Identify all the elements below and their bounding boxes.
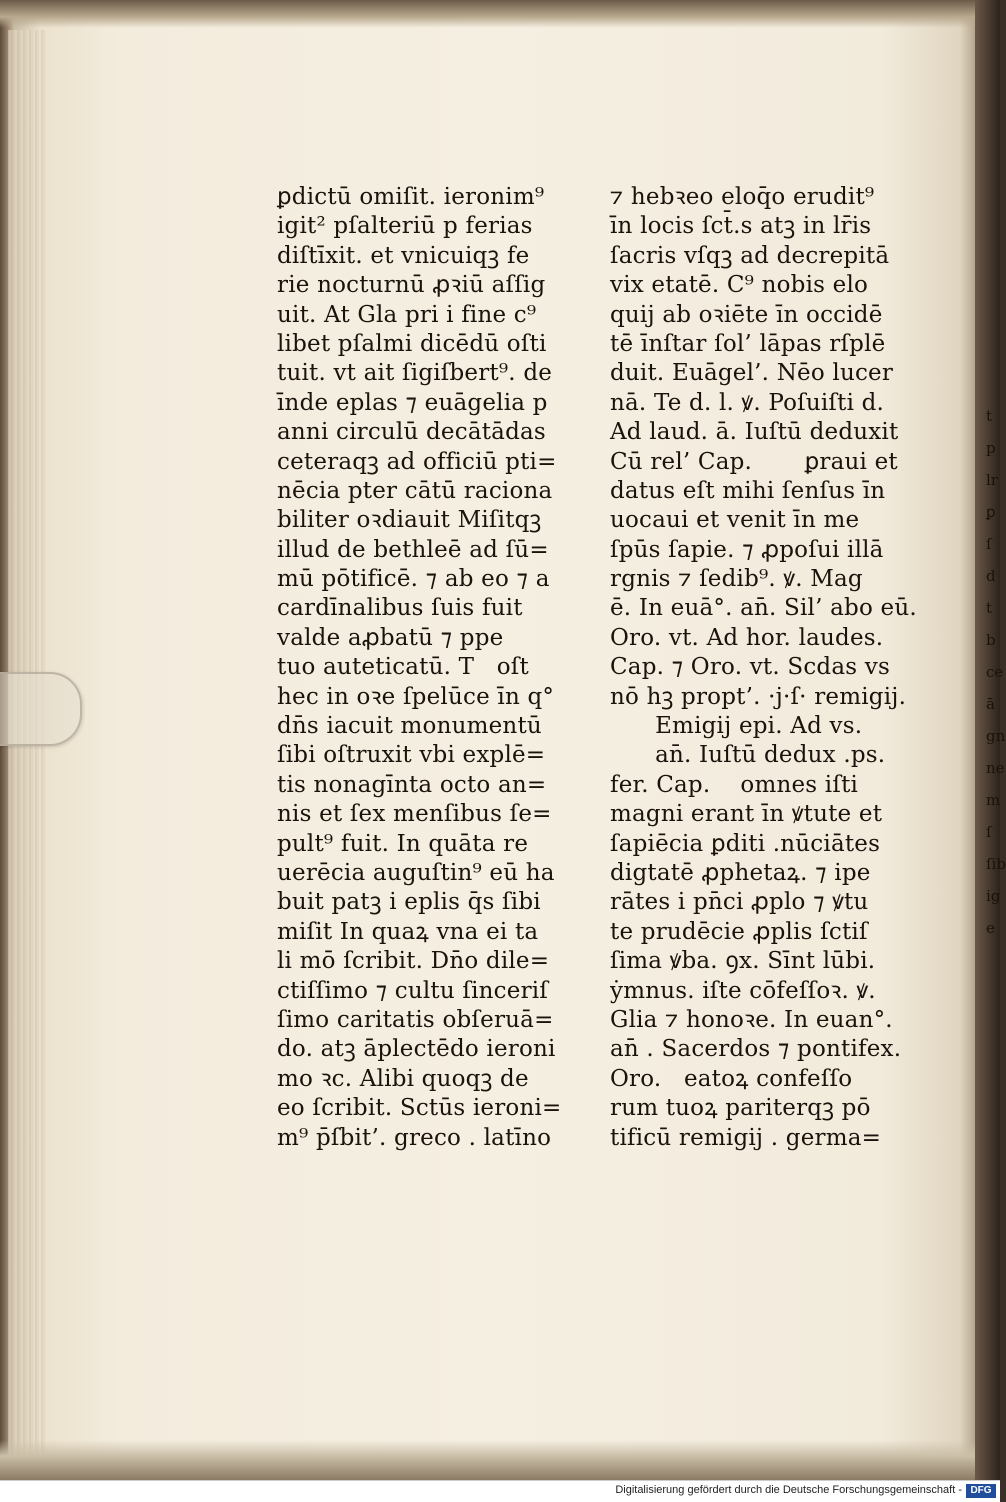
dfg-logo: DFG bbox=[966, 1484, 996, 1498]
next-page-fragment: ne bbox=[986, 759, 1005, 777]
text-line: ꝑdictū omiſit. ieronim⁹ bbox=[277, 184, 545, 210]
text-line: li mō ſcribit. Dn̄o dile= bbox=[277, 948, 550, 975]
text-line: Cū rel’ Cap. ꝑraui et bbox=[610, 448, 898, 475]
next-page-fragment: ā bbox=[986, 695, 995, 713]
text-line: duit. Euāgel’. Nēo lucer bbox=[610, 360, 894, 387]
page-top-edge bbox=[0, 0, 1000, 28]
next-page-fragment: t bbox=[986, 407, 993, 425]
text-line: eo ſcribit. Sctūs ieroni= bbox=[277, 1095, 562, 1122]
text-line: uocaui et venit īn me bbox=[610, 507, 860, 534]
text-line: anni circulū decātādas bbox=[277, 419, 546, 446]
text-line: Emigij epi. Ad vs. bbox=[610, 713, 863, 740]
text-line: Oro. vt. Ad hor. laudes. bbox=[610, 624, 884, 651]
text-line: rātes i pn̄ci ꝓplo ⁊ ꝟtu bbox=[610, 889, 869, 916]
next-page-fragment: b bbox=[986, 631, 996, 649]
text-line: tificū remigij . germa= bbox=[610, 1124, 882, 1151]
text-line: ſacris vſqꝫ ad decrepitā bbox=[610, 242, 890, 269]
text-line: cardīnalibus ſuis fuit bbox=[277, 595, 523, 622]
next-page-fragment: p bbox=[986, 439, 996, 457]
next-page-fragment: ſ bbox=[986, 535, 992, 553]
text-line: ⁊ hebꝛeo eloq̄o erudit⁹ bbox=[610, 184, 875, 210]
text-line: ceteraqꝫ ad officiū pti= bbox=[277, 448, 557, 475]
text-line: ſapiēcia ꝑditi .nūciātes bbox=[610, 830, 881, 857]
next-page-fragment: ig bbox=[986, 887, 1001, 905]
text-line: ſibi oſtruxit vbi explē= bbox=[277, 742, 546, 769]
clear-page-tab bbox=[0, 672, 82, 746]
text-line: Oro. eatoꝝ confeſſo bbox=[610, 1065, 853, 1092]
text-line: Glia ⁊ honoꝛe. In euan°. bbox=[610, 1006, 893, 1033]
text-line: quij ab oꝛiēte īn occidē bbox=[610, 301, 883, 328]
text-line: valde aꝓbatū ⁊ ppe bbox=[277, 624, 504, 651]
text-line: datus eſt mihi ſenſus īn bbox=[610, 477, 886, 504]
text-line: ſimo caritatis obſeruā= bbox=[277, 1006, 554, 1033]
text-line: do. atꝫ āplectēdo ieroni bbox=[277, 1036, 556, 1063]
next-page-fragment: lr bbox=[986, 471, 998, 489]
text-line: pult⁹ fuit. In quāta re bbox=[277, 830, 529, 857]
text-line: ē. In euā°. an̄. Sil’ abo eū. bbox=[610, 595, 917, 622]
text-line: hec in oꝛe ſpelūce īn q° bbox=[277, 683, 555, 710]
text-line: diſtīxit. et vnicuiqꝫ fe bbox=[277, 242, 530, 269]
next-page-fragment: e bbox=[986, 919, 995, 937]
text-line: nō hꝫ propt’. ·j·ſ· remigij. bbox=[610, 683, 907, 710]
text-line: fer. Cap. omnes iſti bbox=[610, 771, 859, 798]
text-line: uerēcia auguſtin⁹ eū ha bbox=[277, 859, 555, 886]
next-page-fragment: ſib bbox=[986, 855, 1006, 873]
text-line: m⁹ p̄ſbit’. greco . latīno bbox=[277, 1124, 552, 1151]
text-line: rie nocturnū ꝓꝛiū aſſig bbox=[277, 272, 546, 299]
text-line: uit. At Gla pri i fine c⁹ bbox=[277, 301, 537, 328]
footer-bar bbox=[0, 1480, 1000, 1502]
text-line: mo ꝛc. Alibi quoqꝫ de bbox=[277, 1065, 529, 1092]
text-line: te prudēcie ꝓplis ſctiſ bbox=[610, 918, 868, 945]
text-line: biliter oꝛdiauit Miſitqꝫ bbox=[277, 507, 542, 534]
text-line: nēcia pter cātū raciona bbox=[277, 477, 553, 504]
text-line: dn̄s iacuit monumentū bbox=[277, 713, 542, 740]
text-line: rgnis ⁊ ſedib⁹. ꝟ. Mag bbox=[610, 566, 863, 593]
text-line: illud de bethleē ad ſū= bbox=[277, 536, 549, 563]
next-page-text-fragments bbox=[986, 400, 1006, 980]
text-line: ſpūs ſapie. ⁊ ꝓpoſui illā bbox=[610, 536, 884, 563]
text-line: ẏmnus. iſte cōfeſſoꝛ. ꝟ. bbox=[610, 977, 876, 1004]
text-line: an̄ . Sacerdos ⁊ pontifex. bbox=[610, 1036, 902, 1063]
text-line: an̄. Iuſtū dedux .ps. bbox=[610, 742, 886, 769]
next-page-fragment: gn bbox=[986, 727, 1006, 745]
text-line: tuo auteticatū. T oſt bbox=[277, 654, 529, 681]
right-text-column bbox=[610, 183, 917, 1153]
page-bottom-edge bbox=[0, 1440, 1000, 1480]
text-line: nā. Te d. l. ꝟ. Poſuiſti d. bbox=[610, 389, 885, 416]
text-line: Cap. ⁊ Oro. vt. Scdas vs bbox=[610, 654, 890, 681]
text-line: ctiſſimo ⁊ cultu ſinceriſ bbox=[277, 977, 549, 1004]
text-line: miſit In quaꝝ vna ei ta bbox=[277, 918, 539, 945]
text-line: īn locis ſct̄.s atꝫ in lr̄is bbox=[610, 213, 872, 240]
text-line: libet pſalmi dicēdū oſti bbox=[277, 330, 547, 357]
text-line: digtatē ꝓphetaꝝ. ⁊ ipe bbox=[610, 859, 871, 886]
text-line: igit² pſalteriū p ferias bbox=[277, 213, 533, 240]
footer-credit: Digitalisierung gefördert durch die Deutsche Forschungsgemeinschaft - bbox=[615, 1484, 962, 1496]
next-page-fragment: ſ bbox=[986, 823, 992, 841]
text-line: mū pōtificē. ⁊ ab eo ⁊ a bbox=[277, 566, 550, 593]
text-line: īnde eplas ⁊ euāgelia p bbox=[277, 389, 548, 416]
text-line: Ad laud. ā. Iuſtū deduxit bbox=[610, 419, 899, 446]
text-line: rum tuoꝝ pariterqꝫ pō bbox=[610, 1095, 871, 1122]
text-line: vix etatē. C⁹ nobis elo bbox=[610, 272, 869, 299]
text-line: tē īnſtar ſol’ lāpas rſplē bbox=[610, 330, 886, 357]
next-page-fragment: d bbox=[986, 567, 996, 585]
text-line: nis et ſex menſibus ſe= bbox=[277, 801, 552, 828]
next-page-fragment: ꝑ bbox=[986, 503, 996, 521]
text-line: magni erant īn ꝟtute et bbox=[610, 801, 883, 828]
next-page-fragment: ce bbox=[986, 663, 1004, 681]
text-line: buit patꝫ i eplis q̄s ſibi bbox=[277, 889, 541, 916]
left-text-column bbox=[277, 183, 572, 1153]
text-line: ſima ꝟba. ꝯx. Sīnt lūbi. bbox=[610, 948, 876, 975]
next-page-fragment: t bbox=[986, 599, 993, 617]
next-page-fragment: m bbox=[986, 791, 1001, 809]
text-line: tis nonagīnta octo an= bbox=[277, 771, 547, 798]
text-line: tuit. vt ait ſigiſbert⁹. de bbox=[277, 360, 553, 387]
